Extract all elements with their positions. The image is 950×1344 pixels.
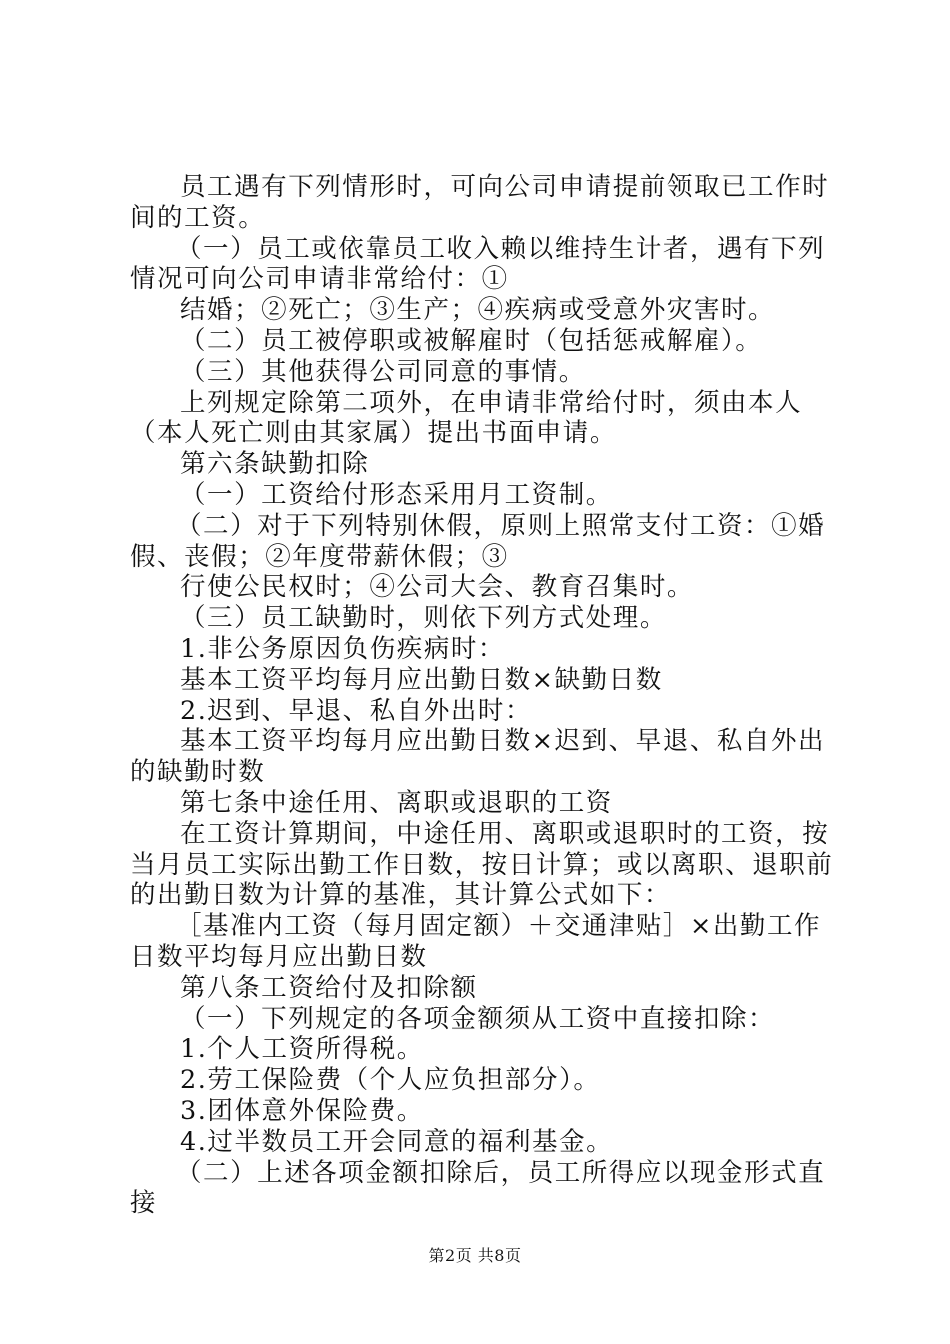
page-footer [0, 1243, 950, 1266]
paragraph: 员工遇有下列情形时，可向公司申请提前领取已工作时间的工资。 [130, 172, 830, 233]
section-heading: 第八条工资给付及扣除额 [180, 972, 478, 1003]
list-item: 4.过半数员工开会同意的福利基金。 [180, 1126, 614, 1157]
formula: 基本工资平均每月应出勤日数×缺勤日数 [180, 664, 663, 695]
formula: ［基准内工资（每月固定额）＋交通津贴］×出勤工作日数平均每月应出勤日数 [130, 911, 822, 972]
list-item: 1.非公务原因负伤疾病时： [180, 633, 505, 664]
paragraph: 结婚；②死亡；③生产；④疾病或受意外灾害时。 [180, 295, 776, 326]
list-item: 1.个人工资所得税。 [180, 1034, 424, 1065]
formula: 基本工资平均每月应出勤日数×迟到、早退、私自外出的缺勤时数 [130, 726, 826, 788]
paragraph: （一）下列规定的各项金额须从工资中直接扣除： [180, 1003, 776, 1034]
paragraph: （二）对于下列特别休假，原则上照常支付工资：①婚假、丧假；②年度带薪休假；③ [130, 510, 826, 572]
paragraph: （二）员工被停职或被解雇时（包括惩戒解雇）。 [180, 325, 763, 356]
section-heading: 第七条中途任用、离职或退职的工资 [180, 787, 613, 818]
document-body [130, 172, 835, 1219]
paragraph: 在工资计算期间，中途任用、离职或退职时的工资，按当月员工实际出勤工作日数，按日计算；或以离职、退职前的出勤日数为计算的基准，其计算公式如下： [130, 818, 834, 911]
paragraph: （三）员工缺勤时，则依下列方式处理。 [180, 603, 667, 634]
list-item: 3.团体意外保险费。 [180, 1095, 424, 1126]
paragraph: （一）员工或依靠员工收入赖以维持生计者，遇有下列情况可向公司申请非常给付：① [130, 233, 826, 295]
paragraph: （二）上述各项金额扣除后，员工所得应以现金形式直接 [130, 1157, 826, 1219]
list-item: 2.迟到、早退、私自外出时： [180, 695, 533, 726]
section-heading: 第六条缺勤扣除 [180, 449, 370, 480]
paragraph: （三）其他获得公司同意的事情。 [180, 356, 586, 387]
paragraph: 行使公民权时；④公司大会、教育召集时。 [180, 572, 694, 603]
paragraph: （一）工资给付形态采用月工资制。 [180, 479, 613, 510]
page-indicator: 第2页 共8页 [428, 1246, 522, 1265]
list-item: 2.劳工保险费（个人应负担部分）。 [180, 1065, 601, 1096]
paragraph: 上列规定除第二项外，在申请非常给付时，须由本人（本人死亡则由其家属）提出书面申请。 [130, 387, 803, 449]
